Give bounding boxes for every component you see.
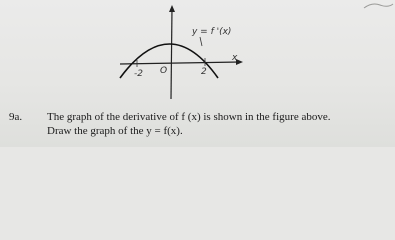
- origin-label: O: [160, 66, 168, 76]
- question-number: 9a.: [9, 111, 23, 123]
- x-axis: [120, 62, 240, 64]
- tick-label-pos2: 2: [201, 67, 207, 77]
- y-axis-arrowhead: [169, 5, 175, 12]
- question-text-line2: Draw the graph of the y = f(x).: [47, 125, 183, 137]
- derivative-graph: [0, 0, 395, 100]
- corner-scribble: [364, 4, 393, 8]
- y-axis: [171, 8, 172, 99]
- curve-label: y = f '(x): [192, 27, 232, 37]
- question-text-line1: The graph of the derivative of f (x) is shown in the figure above.: [47, 111, 331, 123]
- tick-label-neg2: -2: [134, 69, 143, 79]
- curve-label-pointer: [200, 37, 202, 46]
- x-axis-label: x: [232, 53, 238, 63]
